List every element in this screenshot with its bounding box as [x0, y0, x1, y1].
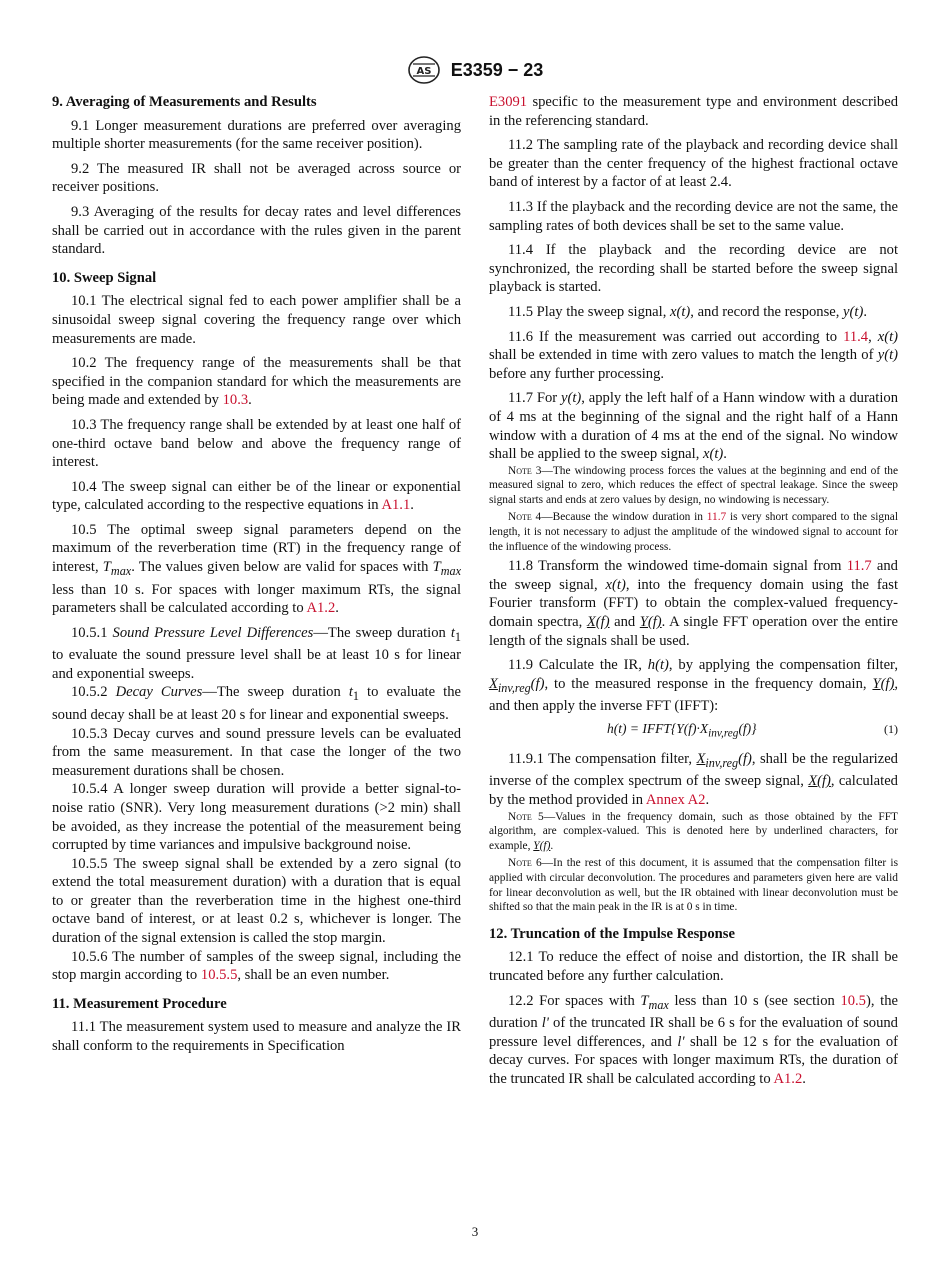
ref-link[interactable]: Annex A2 — [645, 792, 706, 808]
para-10-5-1: 10.5.1 Sound Pressure Level Differences—The sweep duration $t_1$ to evaluate the sound pressure level shall be at least 10 s for linear and exponential sweeps. — [52, 624, 461, 682]
para-11-3: 11.3 If the playback and the recording device are not the same, the sampling rates of both devices shall be set to the same value. — [489, 198, 898, 234]
astm-logo-icon — [407, 55, 441, 85]
para-11-2: 11.2 The sampling rate of the playback and recording device shall be greater than the center frequency of the highest fractional octave band of interest by a factor of at least 2.4. — [489, 137, 898, 191]
para-10-3: 10.3 The frequency range shall be extended by at least one half of one-third octave band below and above the frequency range of interest. — [52, 416, 461, 471]
note-4: Note 4—Because the window duration in 11.7 is very short compared to the signal length, it is not necessary to adjust the amplitude of the windowed signal to account for the influence of the windowing process. — [489, 511, 898, 553]
para-11-6: 11.6 If the measurement was carried out according to 11.4, x(t) shall be extended in time with zero values to match the length of y(t) before any further processing. — [489, 328, 899, 382]
equation-expression: $h(t) = IFFT\{Y(f)\cdot X_{inv,reg}(f)\}$ — [607, 720, 757, 740]
para-9-2: 9.2 The measured IR shall not be averaged across source or receiver positions. — [52, 160, 461, 196]
ref-link[interactable]: A1.1 — [381, 497, 411, 514]
note-5: Note 5—Values in the frequency domain, such as those obtained by the FFT algorithm, are complex-valued. This is denoted here by underlined characters, for example, Y(f). — [489, 810, 898, 852]
svg-text:AS: AS — [416, 66, 432, 77]
para-11-4: 11.4 If the playback and the recording device are not synchronized, the recording shall be started before the sweep signal playback is started. — [489, 242, 898, 296]
ref-link[interactable]: 10.3 — [222, 392, 249, 409]
page-number: 3 — [471, 1224, 479, 1239]
right-column — [489, 93, 898, 1094]
ref-link[interactable]: E3091 — [489, 94, 528, 110]
ref-link[interactable]: 10.5 — [840, 992, 866, 1009]
para-11-1-cont: E3091 specific to the measurement type and environment described in the referencing standard. — [489, 94, 898, 129]
para-10-2: 10.2 The frequency range of the measurements shall be that specified in the companion standard for which the measurements are being made and extended by 10.3. — [52, 355, 461, 409]
para-11-9-1: 11.9.1 The compensation filter, $X_{inv,reg}(f)$, shall be the regularized inverse of the complex spectrum of the sweep signal, X(f), calculated by the method provided in Annex A2. — [489, 750, 898, 808]
section-10-title: 10. Sweep Signal — [52, 269, 157, 286]
para-10-4: 10.4 The sweep signal can either be of the linear or exponential type, calculated according to the respective equations in A1.1. — [52, 478, 461, 514]
ref-link[interactable]: A1.2 — [306, 600, 336, 617]
note-3: Note 3—The windowing process forces the values at the beginning and end of the measured signal to zero, which reduces the effect of spectral leakage. Since the sweep signal starts and ends at zero values by design, no windowing is necessary. — [489, 464, 898, 506]
section-12-title: 12. Truncation of the Impulse Response — [489, 925, 735, 942]
para-10-5-2: 10.5.2 Decay Curves—The sweep duration $t_1$ to evaluate the sound decay shall be at least 20 s for linear and exponential sweeps. — [52, 684, 461, 723]
para-11-9: 11.9 Calculate the IR, h(t), by applying the compensation filter, $X_{inv,reg}(f)$, to the measured response in the frequency domain, Y(f), and then apply the inverse FFT (IFFT): — [489, 657, 898, 715]
standard-code: E3359 − 23 — [450, 59, 544, 80]
para-11-5: 11.5 Play the sweep signal, x(t), and record the response, y(t). — [508, 303, 867, 320]
left-column — [52, 93, 461, 1056]
ref-link[interactable]: 11.7 — [706, 511, 727, 524]
para-11-7: 11.7 For y(t), apply the left half of a Hann window with a duration of 4 ms at the beginning of the signal and the right half of a Hann window with a duration of 4 ms at the end of the signal. No window shall be applied to the sweep signal, x(t). — [489, 390, 898, 463]
ref-link[interactable]: 10.5.5 — [200, 967, 238, 984]
equation-number: (1) — [884, 721, 898, 736]
ref-link[interactable]: 11.4 — [843, 328, 869, 345]
page-header — [0, 55, 950, 85]
section-9-title: 9. Averaging of Measurements and Results — [52, 94, 317, 110]
para-10-5-3: 10.5.3 Decay curves and sound pressure levels can be evaluated from the same measurement. In that case the longer of the two measurement durations shall be chosen. — [52, 725, 461, 779]
para-9-3: 9.3 Averaging of the results for decay rates and level differences shall be carried out in accordance with the rules given in the parent standard. — [52, 203, 461, 258]
para-12-2: 12.2 For spaces with $T_{max}$ less than 10 s (see section 10.5), the duration l' of the truncated IR shall be 6 s for the evaluation of sound pressure level differences, and l' shall be 12 s for the evaluation of decay curves. For spaces with longer maximum RTs, the duration of the truncated IR shall be calculated according to A1.2. — [489, 992, 898, 1087]
para-9-1: 9.1 Longer measurement durations are preferred over averaging multiple shorter measurements (for the same receiver position). — [52, 117, 461, 153]
para-10-5-5: 10.5.5 The sweep signal shall be extended by a zero signal (to extend the total measurement duration) with a duration that is equal to or greater than the reverberation time in the highest one-third octave band of interest, or at least 0.2 s, whichever is longer. The duration of the signal extension is called the stop margin. — [52, 855, 461, 947]
note-6: Note 6—In the rest of this document, it is assumed that the compensation filter is applied with circular deconvolution. The procedures and parameters given here are valid for linear deconvolution as well, but the IR obtained with linear deconvolution must be shifted so that the main peak in the IR is at 0 s in time. — [489, 857, 899, 914]
equation-1 — [489, 720, 898, 742]
para-10-5-6: 10.5.6 The number of samples of the sweep signal, including the stop margin according to 10.5.5, shall be an even number. — [52, 948, 461, 984]
section-11-title: 11. Measurement Procedure — [52, 995, 227, 1012]
ref-link[interactable]: 11.7 — [846, 558, 872, 575]
para-10-5: 10.5 The optimal sweep signal parameters depend on the maximum of the reverberation time (RT) in the frequency range of interest, $T_{max}$. The values given below are valid for spaces with $T_{max}$ less than 10 s. For spaces with longer maximum RTs, the signal parameters shall be calculated according to A1.2. — [52, 521, 461, 617]
para-10-1: 10.1 The electrical signal fed to each power amplifier shall be a sinusoidal sweep signal covering the frequency range over which measurements are made. — [52, 293, 461, 347]
para-12-1: 12.1 To reduce the effect of noise and distortion, the IR shall be truncated before any further calculation. — [489, 949, 898, 984]
para-11-1: 11.1 The measurement system used to measure and analyze the IR shall conform to the requirements in Specification — [52, 1019, 461, 1055]
ref-link[interactable]: A1.2 — [773, 1070, 803, 1087]
para-11-8: 11.8 Transform the windowed time-domain signal from 11.7 and the sweep signal, x(t), into the frequency domain using the fast Fourier transform (FFT) to obtain the complex-valued frequency-domain spectra, X(f) and Y(f). A single FFT operation over the entire length of the signals shall be used. — [489, 558, 899, 649]
para-10-5-4: 10.5.4 A longer sweep duration will provide a better signal-to-noise ratio (SNR). Very long measurement durations (>2 min) shall be avoided, as they increase the potential of the measurement being corrupted by time variances and impulsive background noise. — [52, 781, 461, 854]
